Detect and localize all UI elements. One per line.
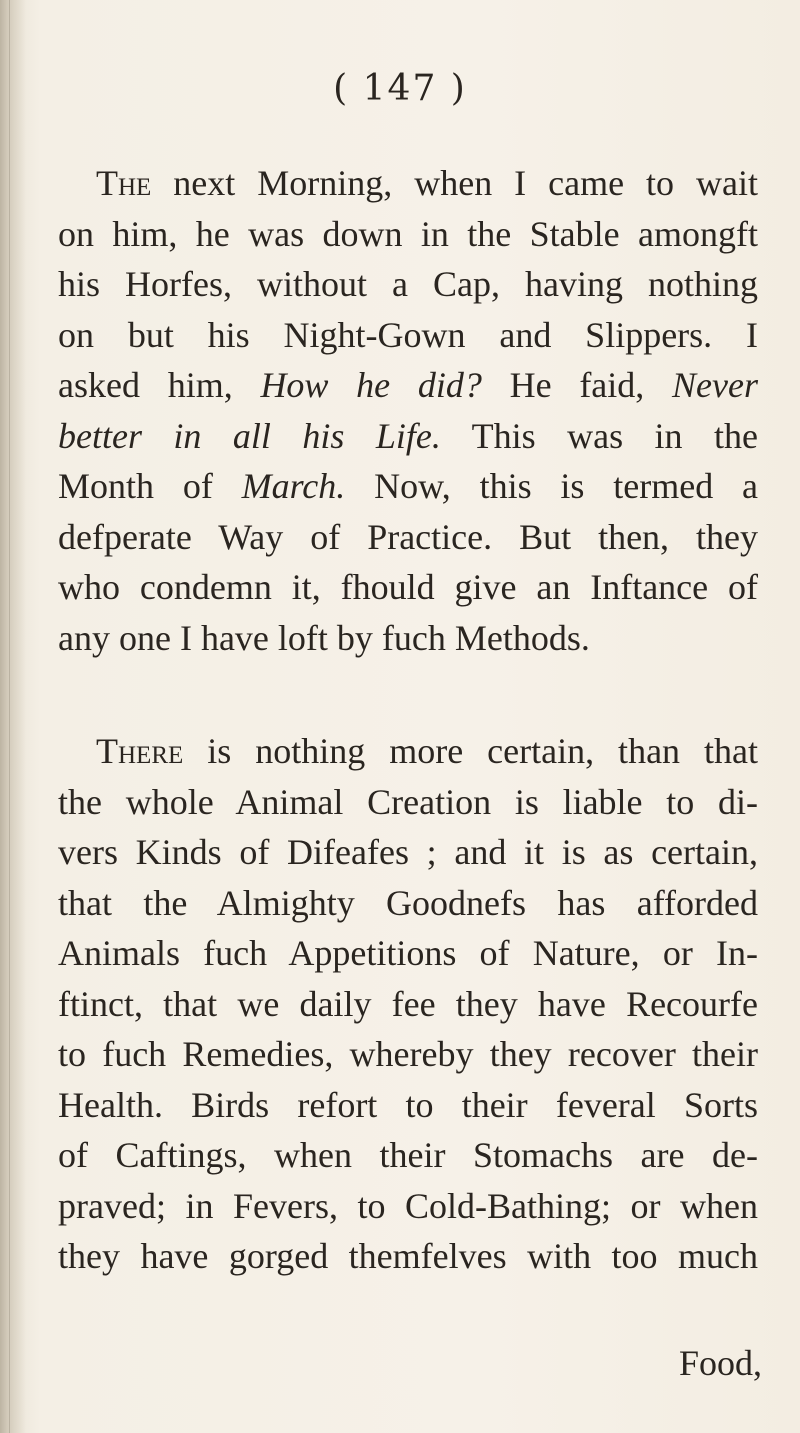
- text-line: better in all his Life. This was in the: [58, 415, 758, 456]
- text-line: on him, he was down in the Stable amongft: [58, 213, 758, 254]
- text-line: of Caftings, when their Stomachs are de-: [58, 1135, 758, 1175]
- text-line: asked him, How he did? He faid, Never: [58, 365, 758, 405]
- paragraph-2: [58, 726, 758, 1282]
- text-line: on but his Night-Gown and Slippers. I: [58, 314, 758, 355]
- text-line: ftinct, that we daily fee they have Recourfe: [58, 983, 758, 1024]
- text-line: Month of March. Now, this is termed a: [58, 466, 758, 506]
- gutter-line: [9, 0, 10, 1433]
- text-line: to fuch Remedies, whereby they recover their: [58, 1034, 758, 1074]
- text-line: praved; in Fevers, to Cold-Bathing; or when: [58, 1185, 758, 1226]
- text-line: vers Kinds of Difeafes ; and it is as certain,: [58, 832, 758, 872]
- text-line: The next Morning, when I came to wait: [96, 163, 758, 203]
- text-line: defperate Way of Practice. But then, they: [58, 516, 758, 557]
- text-line: Health. Birds refort to their feveral Sorts: [58, 1084, 758, 1125]
- text-line: the whole Animal Creation is liable to di-: [58, 781, 758, 822]
- text-line: that the Almighty Goodnefs has afforded: [58, 882, 758, 923]
- text-line: they have gorged themfelves with too much: [58, 1236, 758, 1276]
- page-number: ( 147 ): [333, 68, 467, 109]
- text-line: who condemn it, fhould give an Inftance of: [58, 567, 758, 607]
- catchword: Food,: [678, 1343, 762, 1383]
- page-gutter: [0, 0, 26, 1433]
- small-caps-word: The: [96, 163, 152, 203]
- small-caps-word: There: [96, 731, 184, 771]
- text-line: any one I have loft by fuch Methods.: [58, 617, 590, 658]
- text-line: Animals fuch Appetitions of Nature, or In-: [58, 933, 758, 973]
- text-line: There is nothing more certain, than that: [96, 731, 758, 771]
- text-line: his Horfes, without a Cap, having nothing: [58, 264, 758, 304]
- paragraph-1: [58, 158, 758, 663]
